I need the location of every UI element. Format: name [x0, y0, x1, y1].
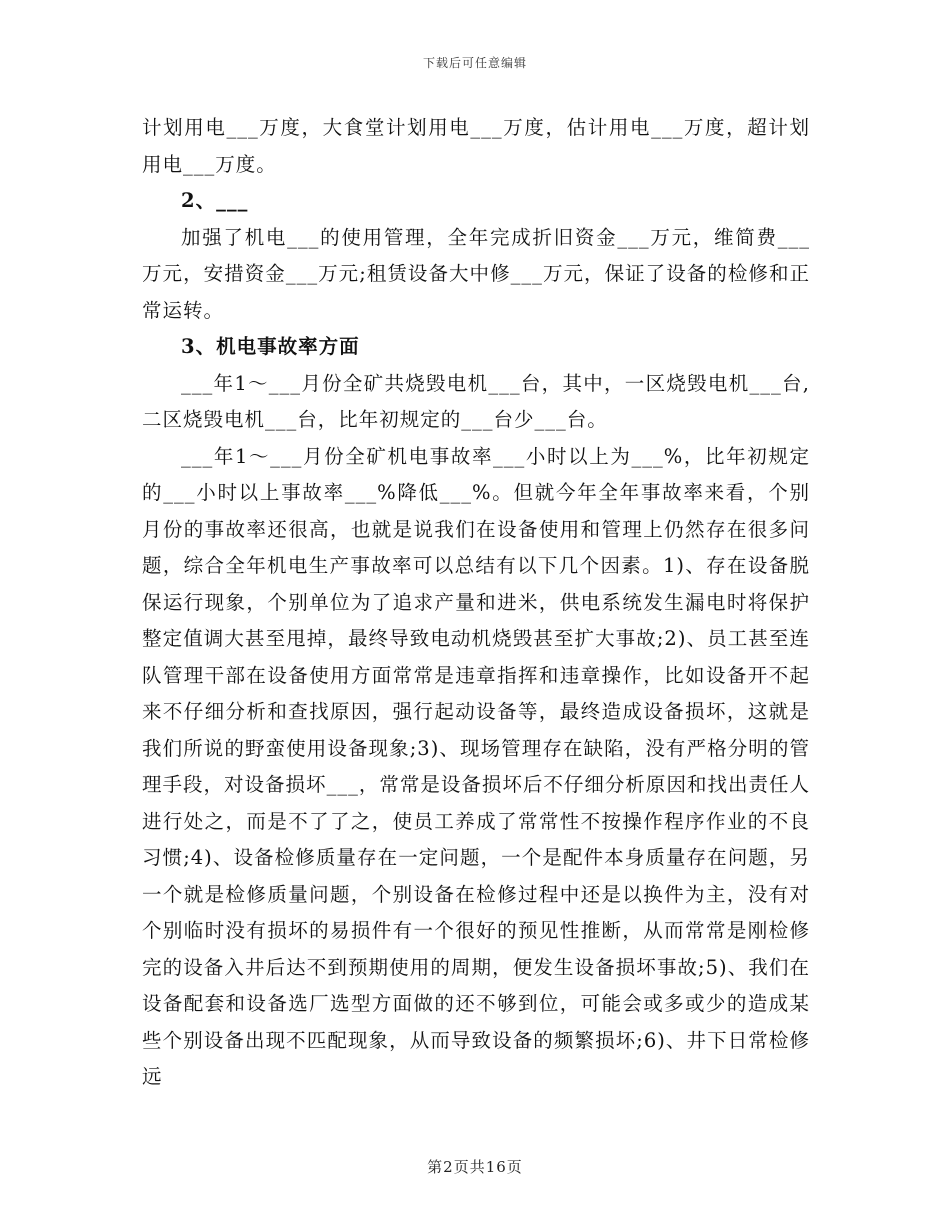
paragraph-equipment-management: 加强了机电___的使用管理，全年完成折旧资金___万元，维简费___万元，安措资金___万元;租赁设备大中修___万元，保证了设备的检修和正常运转。	[142, 225, 810, 322]
page-header-note: 下载后可任意编辑	[422, 56, 527, 70]
section-heading-3: 3、机电事故率方面	[181, 335, 360, 358]
paragraph-accident-rate: ___年1～___月份全矿机电事故率___小时以上为___%，比年初规定的___小时以上事故率___%降低___%。但就今年全年事故率来看，个别月份的事故率还很高，也就是说我们在设备使用和管理上仍然存在很多问题，综合全年机电生产事故率可以总结有以下几个因素。1)、存在设备脱保运行现象，个别单位为了追求产量和进米，供电系统发生漏电时将保护整定值调大甚至甩掉，最终导致电动机烧毁甚至扩大事故;2)、员工甚至连队管理干部在设备使用方面常常是违章指挥和违章操作，比如设备开不起来不仔细分析和查找原因，强行起动设备等，最终造成设备损坏，这就是我们所说的野蛮使用设备现象;3)、现场管理存在缺陷，没有严格分明的管理手段，对设备损坏___，常常是设备损坏后不仔细分析原因和找出责任人进行处之，而是不了了之，使员工养成了常常性不按操作程序作业的不良习惯;4)、设备检修质量存在一定问题，一个是配件本身质量存在问题，另一个就是检修质量问题，个别设备在检修过程中还是以换件为主，没有对个别临时没有损坏的易损件有一个很好的预见性推断，从而常常是刚检修完的设备入井后达不到预期使用的周期，便发生设备损坏事故;5)、我们在设备配套和设备选厂选型方面做的还不够到位，可能会或多或少的造成某些个别设备出现不匹配现象，从而导致设备的频繁损坏;6)、井下日常检修远	[142, 444, 810, 1088]
paragraph-motor-burnout: ___年1～___月份全矿共烧毁电机___台，其中，一区烧毁电机___台,二区烧毁电机___台，比年初规定的___台少___台。	[142, 371, 810, 431]
page-number: 第2页共16页	[427, 1158, 523, 1176]
document-body	[142, 110, 810, 1096]
paragraph-power-usage: 计划用电___万度，大食堂计划用电___万度，估计用电___万度，超计划用电___万度。	[142, 116, 810, 176]
section-heading-2: 2、___	[181, 189, 249, 212]
